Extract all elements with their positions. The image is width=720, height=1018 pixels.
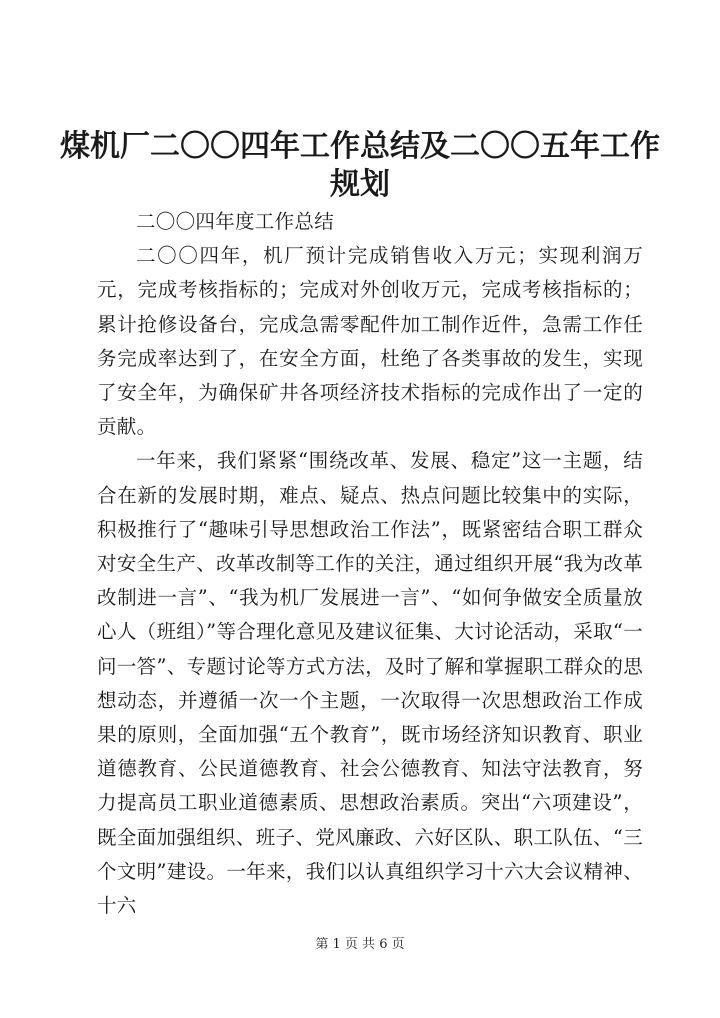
page-footer: 第 1 页 共 6 页 bbox=[315, 937, 405, 952]
paragraph: 一年来，我们紧紧“围绕改革、发展、稳定”这一主题，结合在新的发展时期，难点、疑点、热点问题比较集中的实际，积极推行了“趣味引导思想政治工作法”，既紧密结合职工群众对安全生产、改革改制等工作的关注，通过组织开展“我为改革改制进一言”、“我为机厂发展进一言”、“如何争做安全质量放心人（班组）”等合理化意见及建议征集、大讨论活动，采取“一问一答”、专题讨论等方式方法，及时了解和掌握职工群众的思想动态，并遵循一次一个主题，一次取得一次思想政治工作成果的原则，全面加强“五个教育”，既市场经济知识教育、职业道德教育、公民道德教育、社会公德教育、知法守法教育，努力提高员工职业道德素质、思想政治素质。突出“六项建设”，既全面加强组织、班子、党风廉政、六好区队、职工队伍、“三个文明”建设。一年来，我们以认真组织学习十六大会议精神、十六 bbox=[97, 449, 643, 918]
document-body bbox=[97, 205, 643, 923]
paragraph: 二〇〇四年，机厂预计完成销售收入万元；实现利润万元，完成考核指标的；完成对外创收万元，完成考核指标的；累计抢修设备台，完成急需零配件加工制作近件，急需工作任务完成率达到了，在安全方面，杜绝了各类事故的发生，实现了安全年，为确保矿井各项经济技术指标的完成作出了一定的贡献。 bbox=[97, 244, 643, 439]
document-title: 煤机厂二〇〇四年工作总结及二〇〇五年工作规划 bbox=[60, 129, 660, 202]
section-heading: 二〇〇四年度工作总结 bbox=[136, 210, 335, 233]
